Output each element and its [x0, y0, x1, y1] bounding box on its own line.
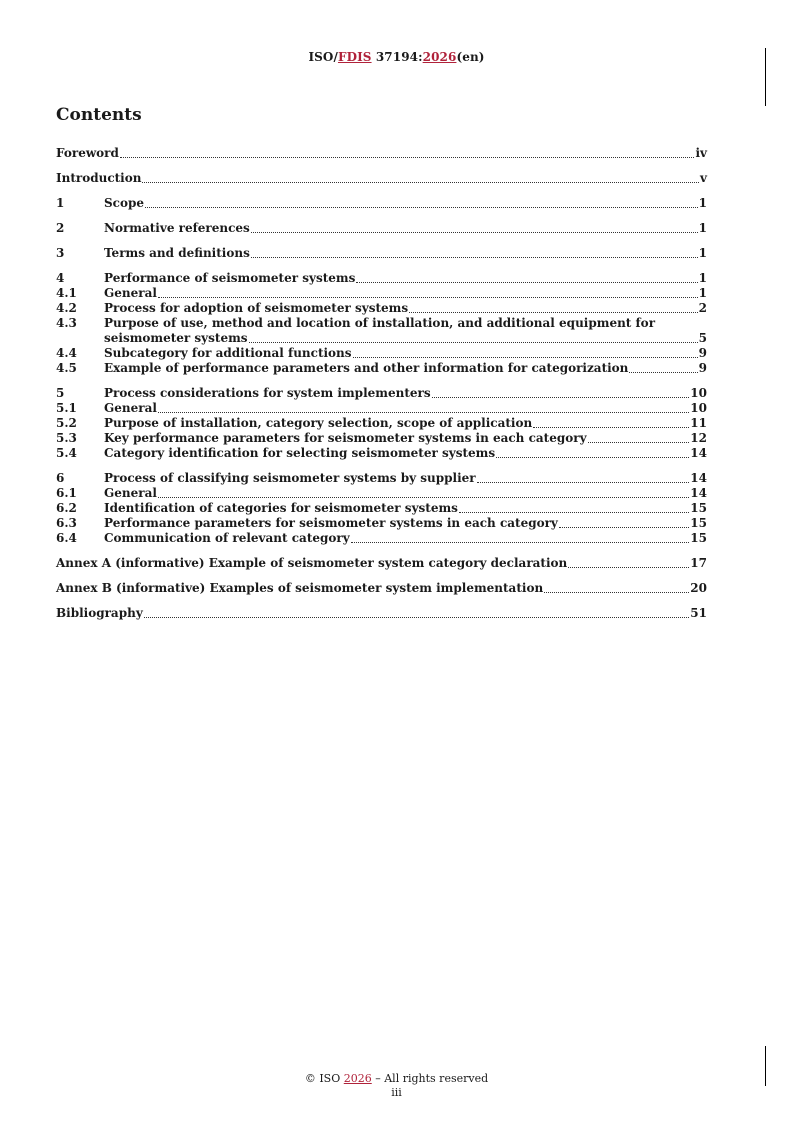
toc-entry-title: Process of classifying seismometer systems by supplier — [104, 471, 476, 485]
toc-entry-number: 4.2 — [56, 301, 77, 315]
toc-entry[interactable] — [56, 286, 707, 301]
toc-entry-page: 15 — [690, 516, 707, 530]
toc-leader-dots — [544, 591, 689, 593]
toc-entry-title: Communication of relevant category — [104, 531, 350, 545]
toc-entry-number: 5.3 — [56, 431, 77, 445]
toc-leader-dots — [351, 541, 690, 543]
toc-entry[interactable] — [56, 196, 707, 211]
document-footer — [0, 1072, 793, 1100]
toc-entry-title: Annex A (informative) Example of seismometer system category declaration — [56, 556, 568, 570]
toc-entry-page: 10 — [690, 386, 707, 400]
toc-entry[interactable] — [56, 361, 707, 376]
toc-entry-page: 15 — [690, 501, 707, 515]
toc-leader-dots — [251, 231, 698, 233]
copyright-line — [0, 1072, 793, 1086]
toc-entry[interactable] — [56, 171, 707, 186]
toc-entry-number: 4.1 — [56, 286, 77, 300]
toc-entry-page: 10 — [690, 401, 707, 415]
toc-entry-number: 4 — [56, 271, 65, 285]
toc-entry[interactable] — [56, 516, 707, 531]
header-lang: (en) — [456, 50, 485, 64]
toc-entry-title: Process considerations for system implementers — [104, 386, 431, 400]
toc-leader-dots — [459, 511, 689, 513]
toc-leader-dots — [559, 526, 689, 528]
toc-entry-number: 4.5 — [56, 361, 77, 375]
toc-entry-page: 12 — [690, 431, 707, 445]
toc-entry-title: Scope — [104, 196, 145, 210]
toc-entry-number: 5.1 — [56, 401, 77, 415]
toc-entry-page: 1 — [698, 196, 707, 210]
table-of-contents — [56, 146, 707, 621]
toc-leader-dots — [158, 296, 698, 298]
copyright-year: 2026 — [343, 1072, 372, 1085]
toc-entry-title: seismometer systems — [104, 331, 248, 345]
toc-entry-page: 51 — [690, 606, 707, 620]
toc-leader-dots — [356, 281, 697, 283]
toc-leader-dots — [144, 616, 690, 618]
toc-entry-number: 5.2 — [56, 416, 77, 430]
toc-leader-dots — [142, 181, 699, 183]
toc-entry-number: 3 — [56, 246, 65, 260]
toc-entry-title: Normative references — [104, 221, 250, 235]
toc-entry-page: 5 — [698, 331, 707, 345]
toc-entry[interactable] — [56, 501, 707, 516]
toc-entry-title: Key performance parameters for seismometer systems in each category — [104, 431, 587, 445]
toc-entry-page: 1 — [698, 271, 707, 285]
toc-entry-page: 14 — [690, 486, 707, 500]
page-number: iii — [391, 1086, 402, 1099]
toc-entry[interactable] — [56, 531, 707, 546]
toc-leader-dots — [353, 356, 698, 358]
toc-entry-number: 6.3 — [56, 516, 77, 530]
toc-entry-page: 1 — [698, 286, 707, 300]
header-prefix: ISO/ — [308, 50, 338, 64]
toc-entry-page: 1 — [698, 221, 707, 235]
toc-entry[interactable] — [56, 401, 707, 416]
toc-entry-title: Bibliography — [56, 606, 143, 620]
toc-leader-dots — [145, 206, 698, 208]
toc-entry-page: 14 — [690, 471, 707, 485]
toc-entry[interactable] — [56, 581, 707, 596]
toc-entry[interactable] — [56, 271, 707, 286]
toc-entry-title: Subcategory for additional functions — [104, 346, 352, 360]
toc-entry[interactable] — [56, 316, 707, 346]
toc-leader-dots — [432, 396, 690, 398]
toc-entry-page: 15 — [690, 531, 707, 545]
toc-entry-title: Foreword — [56, 146, 119, 160]
header-number: 37194: — [371, 50, 423, 64]
toc-leader-dots — [409, 311, 698, 313]
toc-entry-title: Annex B (informative) Examples of seismometer system implementation — [56, 581, 544, 595]
toc-entry-page: v — [700, 171, 707, 185]
toc-entry-page: 1 — [698, 246, 707, 260]
toc-entry-page: 2 — [698, 301, 707, 315]
toc-entry[interactable] — [56, 386, 707, 401]
toc-entry-title: Category identification for selecting seismometer systems — [104, 446, 496, 460]
toc-entry-title: Performance parameters for seismometer systems in each category — [104, 516, 558, 530]
toc-entry-title: Purpose of installation, category selection, scope of application — [104, 416, 533, 430]
toc-entry-title: General — [104, 401, 157, 415]
toc-entry-title: Terms and definitions — [104, 246, 250, 260]
header-year: 2026 — [422, 50, 457, 64]
toc-entry-page: 14 — [690, 446, 707, 460]
toc-leader-dots — [477, 481, 690, 483]
toc-entry[interactable] — [56, 431, 707, 446]
toc-entry-number: 5 — [56, 386, 65, 400]
toc-leader-dots — [158, 411, 689, 413]
toc-leader-dots — [629, 371, 697, 373]
toc-entry-title: Introduction — [56, 171, 142, 185]
toc-entry-number: 6.2 — [56, 501, 77, 515]
toc-entry[interactable] — [56, 556, 707, 571]
toc-entry[interactable] — [56, 416, 707, 431]
toc-leader-dots — [533, 426, 689, 428]
toc-leader-dots — [120, 156, 695, 158]
copyright-suffix: – All rights reserved — [371, 1072, 489, 1085]
toc-entry-number: 4.3 — [56, 316, 77, 330]
toc-entry-number: 6.1 — [56, 486, 77, 500]
toc-leader-dots — [251, 256, 698, 258]
toc-entry-page: 9 — [698, 346, 707, 360]
toc-leader-dots — [568, 566, 689, 568]
toc-entry-number: 5.4 — [56, 446, 77, 460]
toc-entry-page: 9 — [698, 361, 707, 375]
copyright-prefix: © ISO — [304, 1072, 344, 1085]
toc-entry-title: General — [104, 286, 157, 300]
toc-entry[interactable] — [56, 486, 707, 501]
toc-entry-title: Performance of seismometer systems — [104, 271, 356, 285]
toc-entry[interactable] — [56, 446, 707, 461]
toc-entry-title: Identification of categories for seismometer systems — [104, 501, 458, 515]
toc-entry[interactable] — [56, 146, 707, 161]
toc-entry-number: 1 — [56, 196, 65, 210]
toc-entry[interactable] — [56, 221, 707, 236]
toc-entry-page: 11 — [690, 416, 707, 430]
toc-entry-title: General — [104, 486, 157, 500]
toc-entry-number: 4.4 — [56, 346, 77, 360]
toc-entry-page: 20 — [690, 581, 707, 595]
document-header — [0, 50, 793, 64]
toc-entry[interactable] — [56, 471, 707, 486]
toc-entry-title-line1: Purpose of use, method and location of installation, and additional equipment for — [104, 316, 656, 330]
contents-title: Contents — [56, 105, 142, 125]
toc-leader-dots — [496, 456, 689, 458]
toc-entry-number: 6.4 — [56, 531, 77, 545]
toc-entry-page: 17 — [690, 556, 707, 570]
toc-entry-number: 6 — [56, 471, 65, 485]
toc-leader-dots — [249, 341, 698, 343]
toc-entry[interactable] — [56, 301, 707, 316]
toc-entry-title: Process for adoption of seismometer systems — [104, 301, 409, 315]
toc-entry-page: iv — [695, 146, 707, 160]
toc-entry-number: 2 — [56, 221, 65, 235]
toc-entry[interactable] — [56, 346, 707, 361]
toc-leader-dots — [588, 441, 690, 443]
toc-entry[interactable] — [56, 246, 707, 261]
toc-leader-dots — [158, 496, 689, 498]
header-stage: FDIS — [337, 50, 372, 64]
toc-entry[interactable] — [56, 606, 707, 621]
toc-entry-title: Example of performance parameters and other information for categorization — [104, 361, 629, 375]
